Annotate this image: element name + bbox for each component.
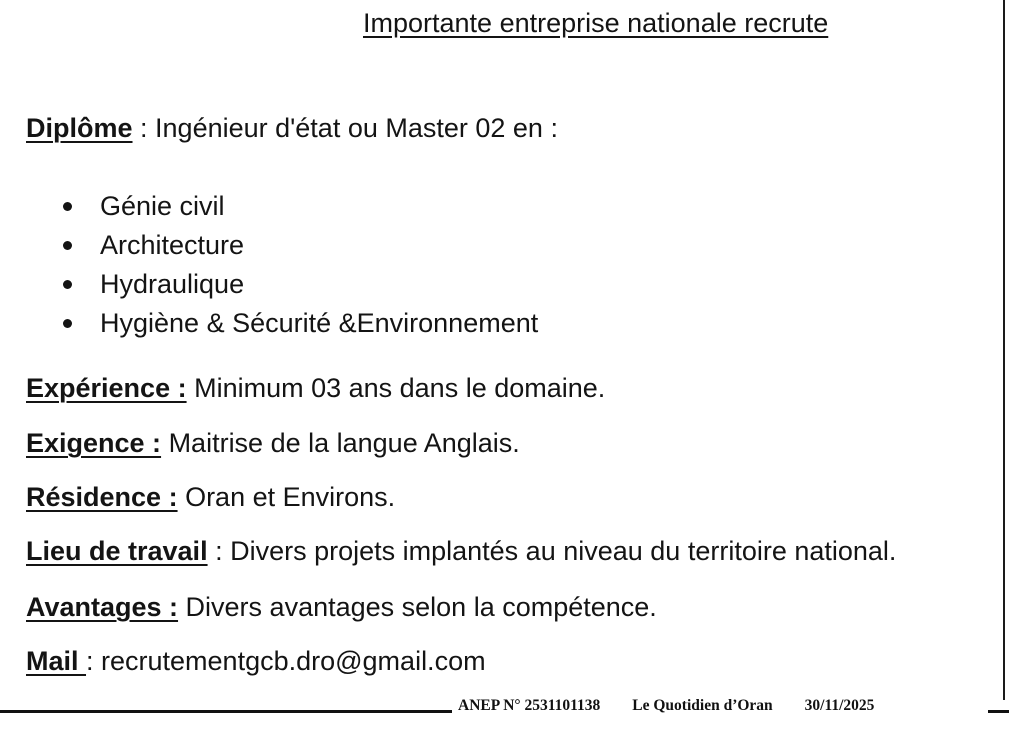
- mail-text[interactable]: : recrutementgcb.dro@gmail.com: [86, 646, 486, 676]
- residence-text: Oran et Environs.: [177, 482, 396, 512]
- list-item: Hygiène & Sécurité &Environnement: [60, 304, 538, 343]
- lieu-text: : Divers projets implantés au niveau du territoire national.: [207, 536, 897, 566]
- residence-label: Résidence :: [26, 482, 178, 512]
- residence-line: [26, 482, 395, 513]
- exigence-label: Exigence :: [26, 428, 162, 458]
- footer-rule-right: [988, 710, 1009, 713]
- bullet-icon: [63, 202, 72, 211]
- avantages-label: Avantages :: [26, 592, 179, 622]
- lieu-line: [26, 536, 896, 567]
- specialites-list: [60, 187, 538, 343]
- footer: [458, 697, 874, 715]
- ad-title: Importante entreprise nationale recrute: [363, 8, 829, 38]
- experience-label: Expérience :: [26, 373, 187, 403]
- anep-number: ANEP N° 2531101138: [458, 697, 601, 714]
- diplome-separator: :: [132, 113, 156, 143]
- experience-line: [26, 373, 605, 404]
- list-item: Hydraulique: [60, 265, 538, 304]
- experience-text: Minimum 03 ans dans le domaine.: [186, 373, 606, 403]
- diplome-line: [26, 113, 558, 144]
- mail-line: [26, 646, 486, 677]
- bullet-icon: [63, 241, 72, 250]
- footer-rule-left: [0, 710, 452, 713]
- bullet-icon: [63, 280, 72, 289]
- page-border-right: [1003, 0, 1005, 700]
- avantages-text: Divers avantages selon la compétence.: [178, 592, 657, 622]
- exigence-text: Maitrise de la langue Anglais.: [161, 428, 520, 458]
- publication-date: 30/11/2025: [804, 697, 875, 714]
- avantages-line: [26, 592, 657, 623]
- diplome-label: Diplôme: [26, 113, 133, 143]
- bullet-icon: [63, 319, 72, 328]
- mail-label: Mail: [26, 646, 87, 676]
- diplome-text: Ingénieur d'état ou Master 02 en :: [155, 113, 558, 143]
- list-item: Architecture: [60, 226, 538, 265]
- lieu-label: Lieu de travail: [26, 536, 208, 566]
- list-item: Génie civil: [60, 187, 538, 226]
- newspaper-name: Le Quotidien d’Oran: [632, 697, 773, 714]
- exigence-line: [26, 428, 520, 459]
